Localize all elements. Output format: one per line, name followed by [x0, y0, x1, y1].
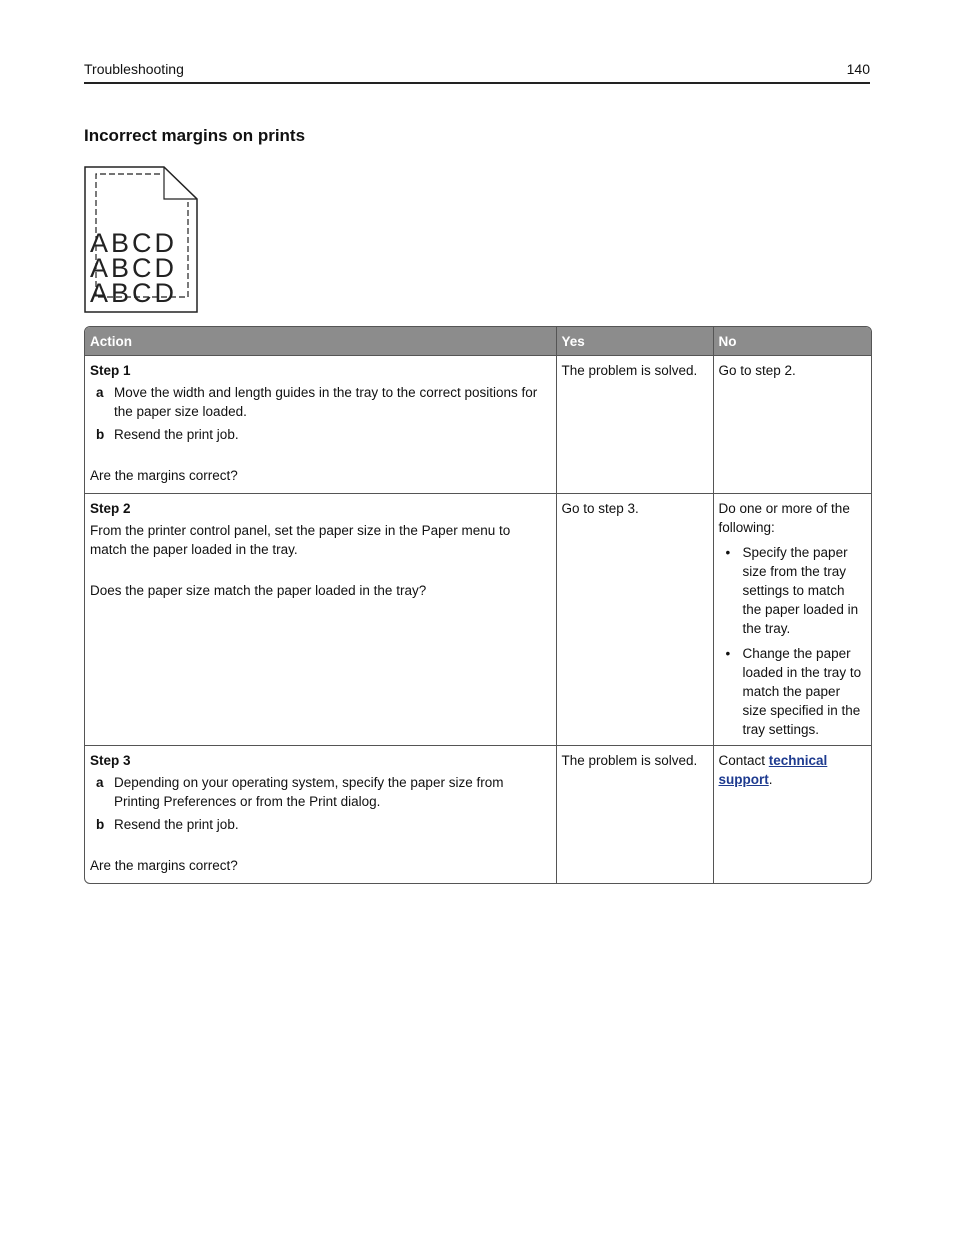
step-3-label: Step 3: [90, 753, 131, 768]
substep-letter: a: [96, 775, 104, 790]
link-word-1[interactable]: technical: [768, 753, 828, 768]
step-2-question: Does the paper size match the paper loaded in the tray?: [90, 583, 427, 598]
sample-text-line-3: ABCD: [90, 278, 178, 308]
link-word-2[interactable]: support: [718, 772, 769, 787]
sample-text-line-1: ABCD: [90, 228, 178, 258]
step-2-text: From the printer control panel, set the paper size in the Paper menu to match the paper loaded in the tray.: [90, 523, 511, 557]
step-2-action: [85, 494, 556, 746]
step-3-substep-b: [90, 815, 551, 834]
substep-text: Resend the print job.: [114, 427, 239, 442]
substep-letter: b: [96, 427, 105, 442]
step-1-no: Go to step 2.: [713, 356, 871, 494]
contact-suffix: .: [768, 772, 773, 787]
substep-letter: b: [96, 817, 105, 832]
bullet-text: Specify the paper size from the tray settings to match the paper loaded in the tray.: [742, 545, 859, 636]
step-3-no: [713, 746, 871, 883]
substep-text: Depending on your operating system, specify the paper size from Printing Preferences or from the Print dialog.: [114, 775, 504, 809]
step-2-yes: Go to step 3.: [556, 494, 713, 746]
troubleshooting-table: [84, 326, 872, 884]
contact-prefix: Contact: [718, 753, 769, 768]
section-title: Incorrect margins on prints: [84, 126, 306, 145]
table-row-step-2: [85, 494, 871, 746]
step-1-yes: The problem is solved.: [556, 356, 713, 494]
step-3-action: [85, 746, 556, 883]
header-page-number: 140: [846, 61, 870, 77]
table-row-step-1: [85, 356, 871, 494]
substep-letter: a: [96, 385, 104, 400]
step-3-substep-a: [90, 773, 551, 811]
bullet-icon: •: [725, 646, 731, 661]
table-row-step-3: [85, 746, 871, 883]
step-1-label: Step 1: [90, 363, 131, 378]
step-3-yes: The problem is solved.: [556, 746, 713, 883]
bullet-icon: •: [725, 545, 731, 560]
header-no: No: [713, 327, 871, 356]
step-2-no-intro: Do one or more of the following:: [718, 501, 850, 535]
step-1-substep-b: [90, 425, 551, 444]
step-2-label: Step 2: [90, 501, 131, 516]
step-1-substep-a: [90, 383, 551, 421]
incorrect-margins-illustration: [84, 166, 200, 314]
step-1-action: [85, 356, 556, 494]
header-section-name: Troubleshooting: [84, 61, 184, 77]
header-yes: Yes: [556, 327, 713, 356]
list-item: [719, 644, 867, 739]
substep-text: Resend the print job.: [114, 817, 239, 832]
table-header-row: [85, 327, 871, 356]
bullet-text: Change the paper loaded in the tray to match the paper size specified in the tray settings.: [742, 646, 862, 737]
step-1-question: Are the margins correct?: [90, 468, 238, 483]
page-header: [84, 60, 870, 84]
list-item: [719, 543, 867, 638]
step-3-question: Are the margins correct?: [90, 858, 238, 873]
step-2-no: [713, 494, 871, 746]
header-action: Action: [85, 327, 556, 356]
substep-text: Move the width and length guides in the tray to the correct positions for the paper size loaded.: [114, 385, 538, 419]
sample-text-line-2: ABCD: [90, 253, 178, 283]
